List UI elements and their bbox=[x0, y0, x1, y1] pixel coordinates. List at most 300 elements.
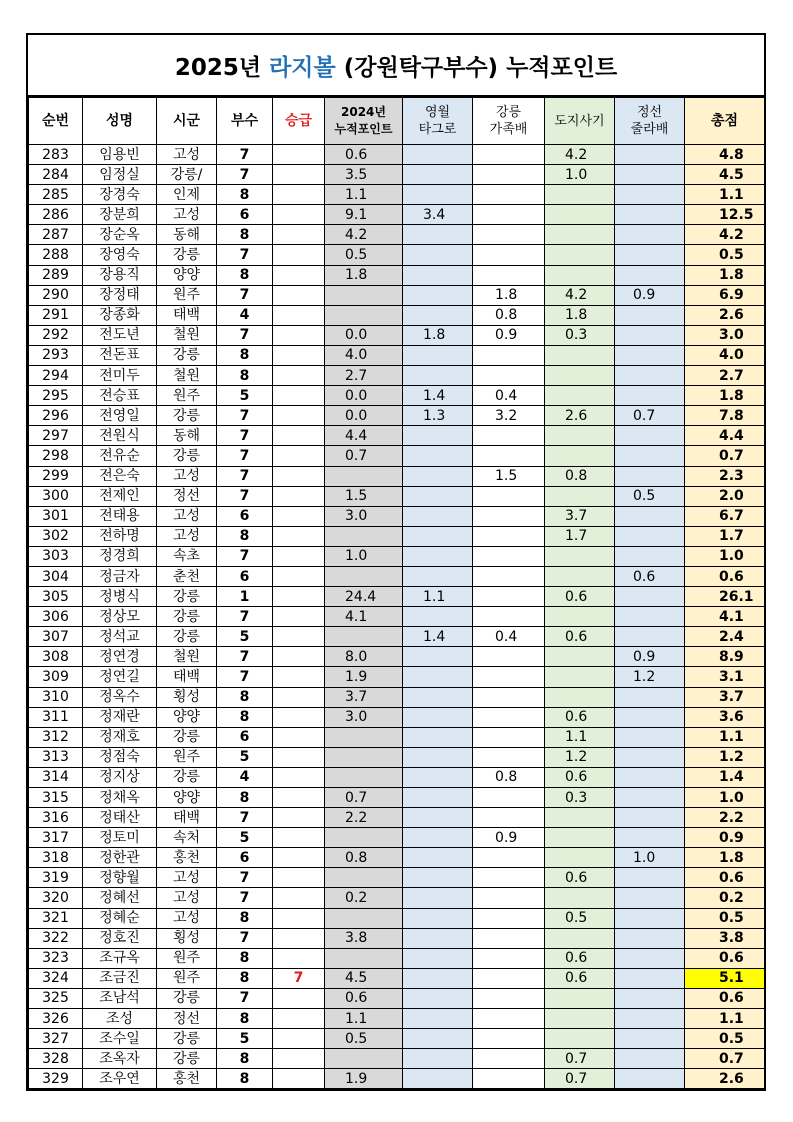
cell-no: 328 bbox=[29, 1049, 83, 1069]
cell-yeongwol bbox=[403, 687, 473, 707]
cell-governor-cup bbox=[545, 486, 615, 506]
cell-jeongseon bbox=[615, 145, 685, 165]
cell-jeongseon bbox=[615, 788, 685, 808]
cell-yeongwol: 1.1 bbox=[403, 587, 473, 607]
cell-2024-points: 0.0 bbox=[325, 406, 403, 426]
cell-gangneung: 0.4 bbox=[473, 627, 545, 647]
cell-total: 7.8 bbox=[685, 406, 765, 426]
table-row bbox=[29, 406, 765, 426]
cell-division: 7 bbox=[217, 647, 273, 667]
cell-no: 316 bbox=[29, 808, 83, 828]
cell-2024-points: 0.0 bbox=[325, 325, 403, 345]
cell-gangneung bbox=[473, 988, 545, 1008]
cell-yeongwol bbox=[403, 968, 473, 988]
cell-jeongseon bbox=[615, 245, 685, 265]
cell-division: 6 bbox=[217, 848, 273, 868]
cell-gangneung bbox=[473, 185, 545, 205]
cell-yeongwol bbox=[403, 647, 473, 667]
cell-promotion bbox=[273, 928, 325, 948]
cell-total: 3.0 bbox=[685, 325, 765, 345]
cell-city: 원주 bbox=[157, 285, 217, 305]
cell-yeongwol bbox=[403, 1029, 473, 1049]
cell-governor-cup bbox=[545, 667, 615, 687]
cell-no: 295 bbox=[29, 386, 83, 406]
cell-name: 조우연 bbox=[83, 1069, 157, 1089]
cell-division: 7 bbox=[217, 285, 273, 305]
table-row bbox=[29, 788, 765, 808]
cell-2024-points bbox=[325, 747, 403, 767]
cell-jeongseon: 0.9 bbox=[615, 647, 685, 667]
cell-total: 2.3 bbox=[685, 466, 765, 486]
cell-no: 291 bbox=[29, 305, 83, 325]
cell-division: 5 bbox=[217, 747, 273, 767]
cell-total: 2.4 bbox=[685, 627, 765, 647]
title-prefix: 2025년 bbox=[174, 54, 270, 81]
cell-name: 정금자 bbox=[83, 566, 157, 586]
cell-name: 장분희 bbox=[83, 205, 157, 225]
cell-jeongseon: 0.5 bbox=[615, 486, 685, 506]
cell-2024-points: 0.2 bbox=[325, 888, 403, 908]
cell-city: 동해 bbox=[157, 225, 217, 245]
cell-city: 강릉 bbox=[157, 446, 217, 466]
cell-yeongwol: 3.4 bbox=[403, 205, 473, 225]
cell-division: 7 bbox=[217, 928, 273, 948]
table-row bbox=[29, 1049, 765, 1069]
cell-yeongwol bbox=[403, 185, 473, 205]
cell-no: 327 bbox=[29, 1029, 83, 1049]
cell-no: 321 bbox=[29, 908, 83, 928]
cell-yeongwol bbox=[403, 607, 473, 627]
cell-gangneung bbox=[473, 486, 545, 506]
cell-jeongseon bbox=[615, 627, 685, 647]
cell-promotion bbox=[273, 908, 325, 928]
cell-promotion bbox=[273, 185, 325, 205]
cell-division: 8 bbox=[217, 366, 273, 386]
cell-jeongseon bbox=[615, 165, 685, 185]
cell-yeongwol bbox=[403, 1069, 473, 1089]
header-total: 총점 bbox=[685, 98, 765, 145]
cell-total: 2.6 bbox=[685, 305, 765, 325]
cell-name: 정재란 bbox=[83, 707, 157, 727]
cell-governor-cup: 0.3 bbox=[545, 325, 615, 345]
cell-governor-cup: 0.6 bbox=[545, 587, 615, 607]
cell-yeongwol bbox=[403, 285, 473, 305]
cell-2024-points: 1.1 bbox=[325, 185, 403, 205]
cell-no: 326 bbox=[29, 1009, 83, 1029]
header-gangneung-line1: 강릉 bbox=[495, 105, 522, 120]
cell-name: 정호진 bbox=[83, 928, 157, 948]
cell-city: 양양 bbox=[157, 265, 217, 285]
cell-city: 태백 bbox=[157, 305, 217, 325]
cell-no: 309 bbox=[29, 667, 83, 687]
cell-city: 양양 bbox=[157, 707, 217, 727]
table-row bbox=[29, 366, 765, 386]
cell-city: 고성 bbox=[157, 888, 217, 908]
cell-no: 314 bbox=[29, 767, 83, 787]
cell-city: 원주 bbox=[157, 386, 217, 406]
cell-no: 323 bbox=[29, 948, 83, 968]
cell-no: 318 bbox=[29, 848, 83, 868]
header-gangneung bbox=[473, 98, 545, 145]
cell-division: 6 bbox=[217, 205, 273, 225]
cell-gangneung: 0.8 bbox=[473, 305, 545, 325]
cell-total: 6.7 bbox=[685, 506, 765, 526]
cell-name: 조금진 bbox=[83, 968, 157, 988]
cell-name: 장영숙 bbox=[83, 245, 157, 265]
cell-name: 정점숙 bbox=[83, 747, 157, 767]
cell-city: 태백 bbox=[157, 667, 217, 687]
cell-jeongseon bbox=[615, 1049, 685, 1069]
cell-no: 315 bbox=[29, 788, 83, 808]
cell-yeongwol bbox=[403, 426, 473, 446]
cell-no: 286 bbox=[29, 205, 83, 225]
cell-promotion bbox=[273, 345, 325, 365]
cell-total: 1.8 bbox=[685, 265, 765, 285]
cell-gangneung bbox=[473, 667, 545, 687]
cell-name: 정연길 bbox=[83, 667, 157, 687]
cell-promotion bbox=[273, 325, 325, 345]
cell-yeongwol bbox=[403, 948, 473, 968]
cell-yeongwol bbox=[403, 305, 473, 325]
points-sheet bbox=[26, 33, 766, 1091]
table-row bbox=[29, 687, 765, 707]
cell-no: 299 bbox=[29, 466, 83, 486]
cell-gangneung bbox=[473, 848, 545, 868]
cell-division: 8 bbox=[217, 345, 273, 365]
cell-division: 7 bbox=[217, 988, 273, 1008]
cell-total: 0.7 bbox=[685, 446, 765, 466]
sheet-title bbox=[28, 35, 764, 97]
cell-no: 296 bbox=[29, 406, 83, 426]
cell-yeongwol: 1.4 bbox=[403, 386, 473, 406]
cell-no: 290 bbox=[29, 285, 83, 305]
table-row bbox=[29, 727, 765, 747]
cell-gangneung bbox=[473, 928, 545, 948]
cell-division: 7 bbox=[217, 486, 273, 506]
cell-no: 306 bbox=[29, 607, 83, 627]
cell-promotion bbox=[273, 788, 325, 808]
cell-city: 강릉 bbox=[157, 988, 217, 1008]
cell-promotion bbox=[273, 305, 325, 325]
cell-2024-points: 0.0 bbox=[325, 386, 403, 406]
header-governor-cup: 도지사기 bbox=[545, 98, 615, 145]
table-row bbox=[29, 205, 765, 225]
cell-jeongseon bbox=[615, 1069, 685, 1089]
cell-2024-points: 4.0 bbox=[325, 345, 403, 365]
cell-2024-points: 4.2 bbox=[325, 225, 403, 245]
cell-governor-cup bbox=[545, 205, 615, 225]
cell-governor-cup: 1.0 bbox=[545, 165, 615, 185]
cell-total: 1.0 bbox=[685, 546, 765, 566]
cell-yeongwol bbox=[403, 908, 473, 928]
cell-gangneung bbox=[473, 345, 545, 365]
cell-jeongseon bbox=[615, 928, 685, 948]
cell-name: 정향월 bbox=[83, 868, 157, 888]
cell-gangneung bbox=[473, 426, 545, 446]
cell-2024-points: 1.9 bbox=[325, 1069, 403, 1089]
cell-2024-points: 3.5 bbox=[325, 165, 403, 185]
cell-yeongwol bbox=[403, 848, 473, 868]
cell-jeongseon bbox=[615, 808, 685, 828]
cell-governor-cup bbox=[545, 828, 615, 848]
cell-yeongwol bbox=[403, 1009, 473, 1029]
cell-gangneung bbox=[473, 808, 545, 828]
cell-name: 정태산 bbox=[83, 808, 157, 828]
cell-jeongseon: 1.2 bbox=[615, 667, 685, 687]
cell-promotion: 7 bbox=[273, 968, 325, 988]
cell-city: 강릉 bbox=[157, 1049, 217, 1069]
cell-governor-cup bbox=[545, 848, 615, 868]
cell-gangneung bbox=[473, 1009, 545, 1029]
cell-name: 정혜선 bbox=[83, 888, 157, 908]
cell-no: 319 bbox=[29, 868, 83, 888]
cell-2024-points: 0.5 bbox=[325, 245, 403, 265]
cell-2024-points: 24.4 bbox=[325, 587, 403, 607]
cell-2024-points: 4.4 bbox=[325, 426, 403, 446]
cell-2024-points bbox=[325, 285, 403, 305]
cell-city: 횡성 bbox=[157, 928, 217, 948]
cell-promotion bbox=[273, 747, 325, 767]
cell-jeongseon bbox=[615, 426, 685, 446]
cell-jeongseon bbox=[615, 205, 685, 225]
cell-2024-points: 4.1 bbox=[325, 607, 403, 627]
cell-governor-cup bbox=[545, 366, 615, 386]
header-jeongseon bbox=[615, 98, 685, 145]
cell-jeongseon bbox=[615, 366, 685, 386]
cell-city: 강릉 bbox=[157, 627, 217, 647]
cell-promotion bbox=[273, 868, 325, 888]
cell-2024-points: 1.0 bbox=[325, 546, 403, 566]
cell-name: 정병식 bbox=[83, 587, 157, 607]
table-row bbox=[29, 908, 765, 928]
cell-city: 강릉 bbox=[157, 1029, 217, 1049]
cell-total: 0.5 bbox=[685, 1029, 765, 1049]
cell-name: 전승표 bbox=[83, 386, 157, 406]
cell-gangneung bbox=[473, 587, 545, 607]
cell-no: 283 bbox=[29, 145, 83, 165]
cell-city: 고성 bbox=[157, 908, 217, 928]
cell-total: 12.5 bbox=[685, 205, 765, 225]
cell-2024-points: 9.1 bbox=[325, 205, 403, 225]
cell-2024-points: 0.6 bbox=[325, 145, 403, 165]
cell-no: 301 bbox=[29, 506, 83, 526]
cell-no: 302 bbox=[29, 526, 83, 546]
cell-gangneung: 1.8 bbox=[473, 285, 545, 305]
cell-promotion bbox=[273, 426, 325, 446]
cell-total: 0.6 bbox=[685, 566, 765, 586]
cell-no: 292 bbox=[29, 325, 83, 345]
cell-governor-cup bbox=[545, 546, 615, 566]
cell-governor-cup: 0.7 bbox=[545, 1049, 615, 1069]
cell-name: 정혜순 bbox=[83, 908, 157, 928]
cell-gangneung bbox=[473, 205, 545, 225]
cell-governor-cup: 0.5 bbox=[545, 908, 615, 928]
cell-gangneung bbox=[473, 245, 545, 265]
cell-total: 3.6 bbox=[685, 707, 765, 727]
cell-2024-points bbox=[325, 627, 403, 647]
cell-yeongwol bbox=[403, 546, 473, 566]
cell-yeongwol bbox=[403, 165, 473, 185]
cell-promotion bbox=[273, 647, 325, 667]
cell-yeongwol: 1.4 bbox=[403, 627, 473, 647]
cell-yeongwol bbox=[403, 225, 473, 245]
cell-total: 4.4 bbox=[685, 426, 765, 446]
cell-no: 304 bbox=[29, 566, 83, 586]
cell-2024-points: 0.8 bbox=[325, 848, 403, 868]
cell-city: 동해 bbox=[157, 426, 217, 446]
cell-jeongseon bbox=[615, 587, 685, 607]
cell-governor-cup bbox=[545, 345, 615, 365]
cell-division: 4 bbox=[217, 305, 273, 325]
cell-promotion bbox=[273, 205, 325, 225]
cell-total: 4.1 bbox=[685, 607, 765, 627]
cell-jeongseon: 0.6 bbox=[615, 566, 685, 586]
cell-jeongseon bbox=[615, 968, 685, 988]
cell-name: 조남석 bbox=[83, 988, 157, 1008]
cell-total: 0.7 bbox=[685, 1049, 765, 1069]
cell-division: 7 bbox=[217, 808, 273, 828]
cell-division: 7 bbox=[217, 868, 273, 888]
cell-total: 5.1 bbox=[685, 968, 765, 988]
cell-yeongwol bbox=[403, 446, 473, 466]
table-row bbox=[29, 486, 765, 506]
cell-gangneung: 1.5 bbox=[473, 466, 545, 486]
cell-jeongseon bbox=[615, 747, 685, 767]
cell-gangneung bbox=[473, 1029, 545, 1049]
cell-name: 정재호 bbox=[83, 727, 157, 747]
cell-total: 0.2 bbox=[685, 888, 765, 908]
cell-city: 강릉 bbox=[157, 406, 217, 426]
cell-promotion bbox=[273, 406, 325, 426]
cell-yeongwol bbox=[403, 526, 473, 546]
cell-city: 고성 bbox=[157, 506, 217, 526]
cell-2024-points: 3.8 bbox=[325, 928, 403, 948]
cell-governor-cup: 4.2 bbox=[545, 145, 615, 165]
cell-division: 4 bbox=[217, 767, 273, 787]
cell-2024-points bbox=[325, 948, 403, 968]
cell-city: 정선 bbox=[157, 486, 217, 506]
cell-name: 전도년 bbox=[83, 325, 157, 345]
cell-gangneung bbox=[473, 145, 545, 165]
table-row bbox=[29, 285, 765, 305]
cell-yeongwol bbox=[403, 265, 473, 285]
cell-jeongseon bbox=[615, 1009, 685, 1029]
cell-2024-points bbox=[325, 868, 403, 888]
cell-governor-cup: 0.6 bbox=[545, 968, 615, 988]
cell-governor-cup bbox=[545, 687, 615, 707]
cell-governor-cup bbox=[545, 607, 615, 627]
cell-total: 1.1 bbox=[685, 727, 765, 747]
cell-division: 8 bbox=[217, 185, 273, 205]
table-row bbox=[29, 265, 765, 285]
cell-2024-points: 1.8 bbox=[325, 265, 403, 285]
cell-no: 307 bbox=[29, 627, 83, 647]
cell-name: 정한관 bbox=[83, 848, 157, 868]
cell-governor-cup: 0.3 bbox=[545, 788, 615, 808]
table-row bbox=[29, 767, 765, 787]
cell-governor-cup bbox=[545, 265, 615, 285]
cell-jeongseon: 1.0 bbox=[615, 848, 685, 868]
cell-total: 1.4 bbox=[685, 767, 765, 787]
cell-governor-cup bbox=[545, 988, 615, 1008]
cell-total: 2.0 bbox=[685, 486, 765, 506]
cell-total: 3.8 bbox=[685, 928, 765, 948]
cell-2024-points: 0.7 bbox=[325, 446, 403, 466]
cell-yeongwol: 1.3 bbox=[403, 406, 473, 426]
cell-jeongseon: 0.9 bbox=[615, 285, 685, 305]
cell-name: 조수일 bbox=[83, 1029, 157, 1049]
table-row bbox=[29, 446, 765, 466]
cell-no: 311 bbox=[29, 707, 83, 727]
cell-gangneung bbox=[473, 506, 545, 526]
cell-governor-cup: 0.7 bbox=[545, 1069, 615, 1089]
cell-governor-cup bbox=[545, 1029, 615, 1049]
cell-name: 장종화 bbox=[83, 305, 157, 325]
table-row bbox=[29, 345, 765, 365]
cell-yeongwol bbox=[403, 366, 473, 386]
table-row bbox=[29, 305, 765, 325]
cell-no: 305 bbox=[29, 587, 83, 607]
cell-gangneung bbox=[473, 607, 545, 627]
header-jeongseon-line1: 정선 bbox=[636, 105, 663, 120]
cell-promotion bbox=[273, 506, 325, 526]
cell-name: 조성 bbox=[83, 1009, 157, 1029]
cell-division: 7 bbox=[217, 446, 273, 466]
cell-division: 8 bbox=[217, 687, 273, 707]
cell-gangneung bbox=[473, 566, 545, 586]
table-row bbox=[29, 828, 765, 848]
cell-gangneung: 0.9 bbox=[473, 828, 545, 848]
cell-division: 7 bbox=[217, 165, 273, 185]
cell-2024-points: 2.2 bbox=[325, 808, 403, 828]
cell-city: 태백 bbox=[157, 808, 217, 828]
cell-governor-cup: 2.6 bbox=[545, 406, 615, 426]
cell-yeongwol bbox=[403, 868, 473, 888]
cell-city: 강릉 bbox=[157, 767, 217, 787]
cell-division: 6 bbox=[217, 566, 273, 586]
cell-promotion bbox=[273, 687, 325, 707]
table-row bbox=[29, 225, 765, 245]
cell-yeongwol bbox=[403, 828, 473, 848]
cell-name: 전영일 bbox=[83, 406, 157, 426]
cell-city: 강릉/ bbox=[157, 165, 217, 185]
cell-gangneung bbox=[473, 868, 545, 888]
cell-division: 7 bbox=[217, 546, 273, 566]
cell-promotion bbox=[273, 1029, 325, 1049]
cell-division: 5 bbox=[217, 386, 273, 406]
cell-governor-cup: 3.7 bbox=[545, 506, 615, 526]
cell-name: 전미두 bbox=[83, 366, 157, 386]
cell-name: 정연경 bbox=[83, 647, 157, 667]
cell-name: 전태용 bbox=[83, 506, 157, 526]
cell-jeongseon bbox=[615, 767, 685, 787]
header-name: 성명 bbox=[83, 98, 157, 145]
cell-name: 정옥수 bbox=[83, 687, 157, 707]
table-row bbox=[29, 526, 765, 546]
cell-no: 284 bbox=[29, 165, 83, 185]
table-row bbox=[29, 1069, 765, 1089]
table-row bbox=[29, 587, 765, 607]
cell-governor-cup bbox=[545, 1009, 615, 1029]
cell-division: 7 bbox=[217, 607, 273, 627]
cell-jeongseon bbox=[615, 707, 685, 727]
title-suffix: (강원탁구부수) 누적포인트 bbox=[335, 54, 618, 81]
cell-gangneung bbox=[473, 788, 545, 808]
cell-promotion bbox=[273, 566, 325, 586]
cell-division: 8 bbox=[217, 225, 273, 245]
cell-2024-points: 1.9 bbox=[325, 667, 403, 687]
cell-name: 임정실 bbox=[83, 165, 157, 185]
